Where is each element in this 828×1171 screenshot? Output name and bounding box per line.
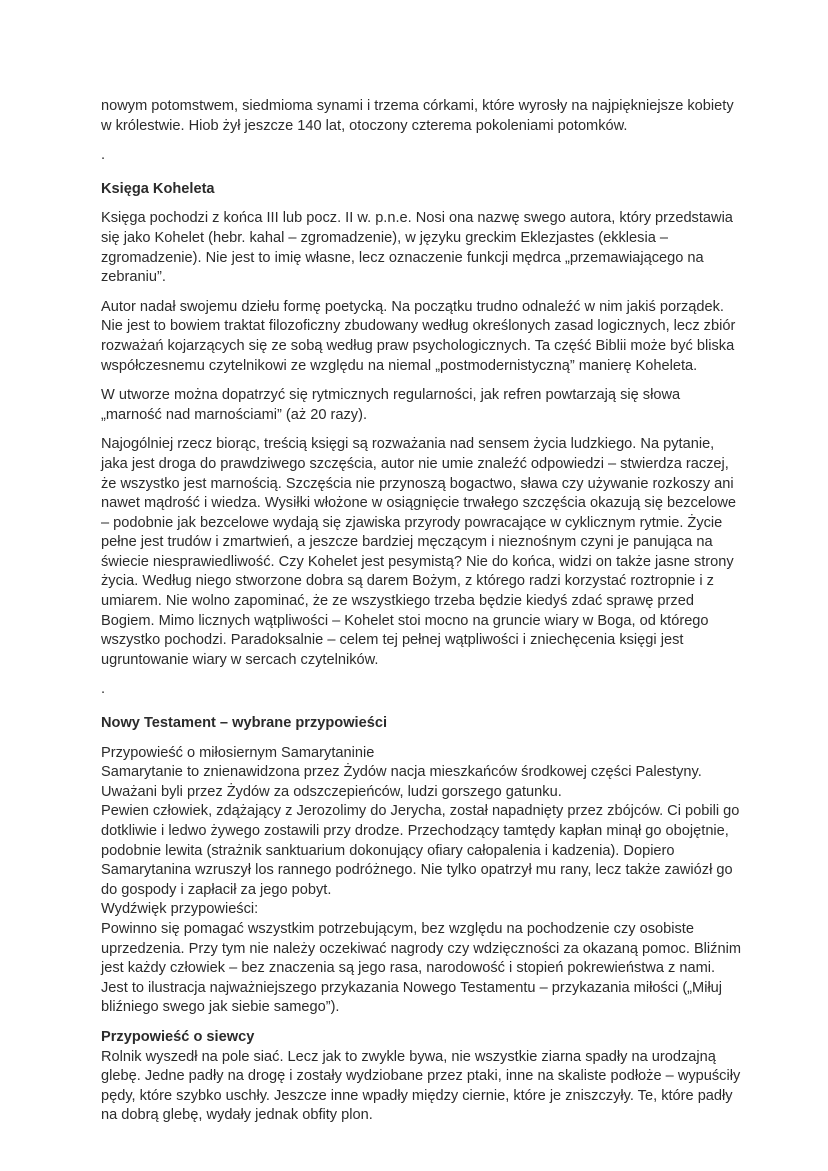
parable-text: Samarytanie to znienawidzona przez Żydów nacja mieszkańców środkowej części Palestyny. Uważani byli przez Żydów za odszczepieńców, ludzi gorszego gatunku.: [101, 764, 702, 800]
separator-dot: .: [101, 147, 106, 164]
separator-dot: .: [101, 681, 106, 698]
koheleth-paragraph: W utworze można dopatrzyć się rytmicznych regularności, jak refren powtarzają się słowa „marność nad marnościami” (aż 20 razy).: [101, 387, 681, 423]
koheleth-paragraph: Autor nadał swojemu dziełu formę poetycką. Na początku trudno odnaleźć w nim jakiś porządek. Nie jest to bowiem traktat filozoficzny zbudowany według określonych zasad logicznych, lecz zbiór rozważań kojarzących się ze sobą według praw psychologicznych. Ta część Biblii może być bliska współczesnemu czytelnikowi ze względu na niemal „postmodernistyczną” manierę Koheleta.: [101, 298, 736, 374]
parable-title: Przypowieść o miłosiernym Samarytaninie: [101, 744, 375, 761]
parable-subheading: Wydźwięk przypowieści:: [101, 901, 259, 918]
section-heading-new-testament: Nowy Testament – wybrane przypowieści: [101, 715, 388, 732]
intro-paragraph: nowym potomstwem, siedmioma synami i trzema córkami, które wyrosły na najpiękniejsze kobiety w królestwie. Hiob żył jeszcze 140 lat, otoczony czterema pokoleniami potomków.: [101, 98, 734, 134]
parable-samaritan: [101, 744, 741, 1018]
parable-sower: [101, 1028, 741, 1126]
parable-text: Rolnik wyszedł na pole siać. Lecz jak to zwykle bywa, nie wszystkie ziarna spadły na urodzajną glebę. Jedne padły na drogę i zostały wydziobane przez ptaki, inne na skaliste podłoże – wypuściły pędy, które szybko uschły. Jeszcze inne wpadły między ciernie, które je zniszczyły. Te, które padły na dobrą glebę, wydały jednak obfity plon.: [101, 1048, 741, 1124]
parable-text: Powinno się pomagać wszystkim potrzebującym, bez względu na pochodzenie czy osobiste uprzedzenia. Przy tym nie należy oczekiwać nagrody czy wdzięczności za okazaną pomoc. Bliźnim jest każdy człowiek – bez znaczenia są jego rasa, narodowość i stopień pokrewieństwa z nami. Jest to ilustracja najważniejszego przykazania Nowego Testamentu – przykazania miłości („Miłuj bliźniego swego jak siebie samego”).: [101, 920, 741, 1016]
koheleth-paragraph: Najogólniej rzecz biorąc, treścią księgi są rozważania nad sensem życia ludzkiego. Na pytanie, jaka jest droga do prawdziwego szczęścia, autor nie umie znaleźć odpowiedzi – stwierdza raczej, że wszystko jest marnością. Szczęścia nie przynoszą bogactwo, sława czy używanie rozkoszy ani nawet mądrość i wiedza. Wysiłki włożone w osiągnięcie trwałego szczęścia okazują się bezcelowe – podobnie jak bezcelowe wydają się zjawiska przyrody powracające w cyklicznym rytmie. Życie pełne jest trudów i zmartwień, a jeszcze bardziej męczącym i nieznośnym czyni je panująca na świecie niesprawiedliwość. Czy Kohelet jest pesymistą? Nie do końca, widzi on także jasne strony życia. Według niego stworzone dobra są darem Bożym, z którego radzi korzystać roztropnie i z umiarem. Nie wolno zapominać, że ze wszystkiego trzeba będzie kiedyś zdać sprawę przed Bogiem. Mimo licznych wątpliwości – Kohelet stoi mocno na gruncie wiary w Boga, od którego wszystko pochodzi. Paradoksalnie – celem tej pełnej wątpliwości i zniechęcenia księgi jest ugruntowanie wiary w sercach czytelników.: [101, 436, 736, 668]
section-new-testament: [101, 714, 741, 1126]
parable-title-sower: Przypowieść o siewcy: [101, 1028, 255, 1045]
parable-text: Pewien człowiek, zdążający z Jerozolimy do Jerycha, został napadnięty przez zbójców. Ci pobili go dotkliwie i ledwo żywego zostawili przy drodze. Przechodzący tamtędy kapłan minął go obojętnie, podobnie lewita (strażnik sanktuarium dokonujący ofiary całopalenia i kadzenia). Dopiero Samarytanina wzruszył los rannego podróżnego. Nie tylko opatrzył mu rany, lecz także zawiózł go do gospody i zapłacił za jego pobyt.: [101, 803, 740, 898]
section-koheleth: [101, 180, 741, 671]
koheleth-paragraph: Księga pochodzi z końca III lub pocz. II w. p.n.e. Nosi ona nazwę swego autora, który przedstawia się jako Kohelet (hebr. kahal – zgromadzenie), w języku greckim Eklezjastes (ekklesia – zgromadzenie). Nie jest to imię własne, lecz oznaczenie funkcji mędrca „przemawiającego na zebraniu”.: [101, 210, 733, 286]
section-heading-koheleth: Księga Koheleta: [101, 180, 215, 197]
document-page: [101, 97, 741, 1126]
